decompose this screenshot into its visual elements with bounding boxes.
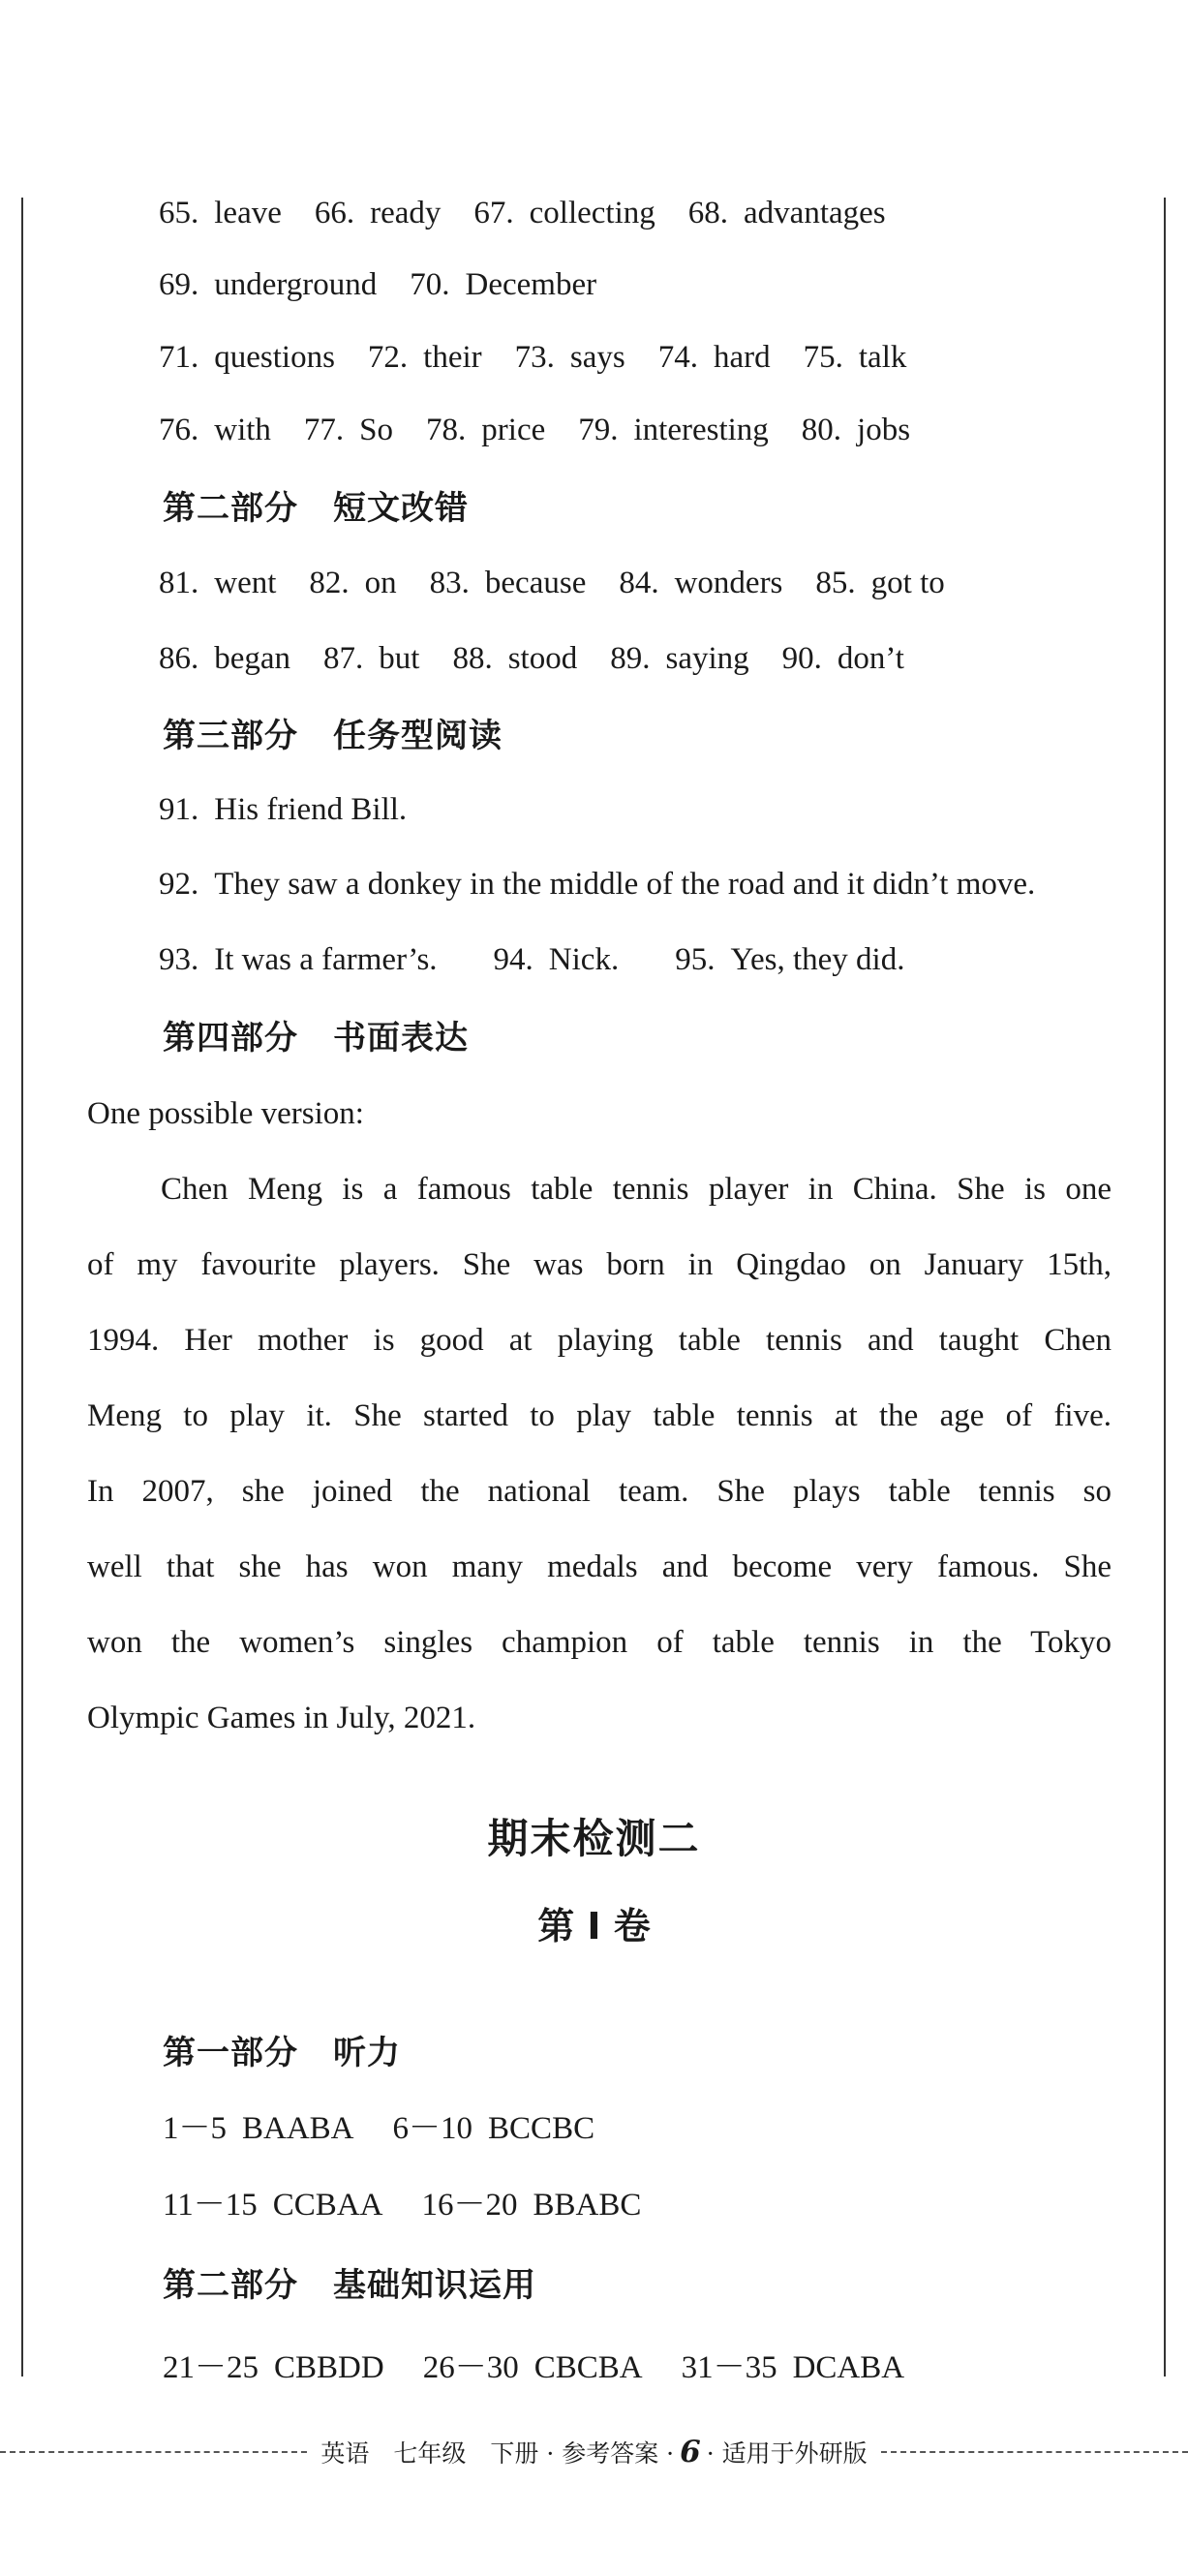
answer-item — [368, 338, 482, 377]
answer-line — [163, 2186, 680, 2224]
essay-line: of my favourite players. She was born in Qingdao on January 15th, — [87, 1247, 1112, 1282]
answer-text: price — [481, 413, 546, 447]
answer-item — [688, 194, 886, 232]
question-number: 31－35 — [681, 2350, 777, 2385]
question-number: 70. — [410, 267, 450, 302]
answer-item — [658, 338, 771, 377]
answer-text: collecting — [529, 196, 655, 230]
answer-item — [619, 564, 782, 602]
answer-text: underground — [214, 267, 378, 302]
question-number: 16－20 — [421, 2188, 518, 2223]
essay-line: Olympic Games in July, 2021. — [87, 1701, 476, 1735]
answer-item — [410, 265, 596, 304]
answer-text: His friend Bill. — [214, 792, 408, 827]
answer-item — [159, 564, 276, 602]
answer-line — [159, 865, 1068, 904]
answer-line — [159, 411, 943, 449]
answer-item — [578, 411, 769, 449]
question-number: 68. — [687, 196, 729, 230]
question-number: 65. — [159, 196, 199, 230]
question-number: 67. — [473, 196, 514, 230]
answer-item — [473, 194, 655, 232]
answer-text: hard — [714, 340, 771, 375]
answer-item — [163, 2186, 382, 2224]
footer-text — [307, 2435, 880, 2469]
question-number: 21－25 — [163, 2350, 259, 2385]
answer-item — [304, 411, 393, 449]
answer-text: went — [214, 566, 277, 600]
answer-text: BCCBC — [488, 2111, 595, 2146]
answer-line — [159, 338, 939, 377]
question-number: 73. — [514, 340, 555, 375]
answer-line — [159, 194, 919, 232]
question-number: 71. — [159, 340, 199, 375]
answer-text: questions — [214, 340, 335, 375]
answer-line — [159, 940, 960, 979]
page-number: 6 — [680, 2435, 701, 2469]
question-number: 82. — [309, 566, 350, 600]
answer-item — [675, 940, 904, 979]
answer-item — [421, 2186, 641, 2224]
answer-item — [163, 2109, 354, 2148]
answer-text: CBCBA — [533, 2350, 643, 2385]
question-number: 79. — [578, 413, 619, 447]
section-part: 第二部分 — [163, 2266, 298, 2305]
section-label: 书面表达 — [333, 1019, 469, 1058]
answer-item — [163, 2348, 384, 2387]
question-number: 11－15 — [163, 2188, 258, 2223]
answer-text: says — [569, 340, 625, 375]
answer-text: began — [214, 641, 291, 676]
question-number: 77. — [303, 413, 345, 447]
essay-line: In 2007, she joined the national team. She plays table tennis so — [87, 1474, 1112, 1509]
essay-line: Meng to play it. She started to play table tennis at the age of five. — [87, 1398, 1112, 1433]
answer-item — [430, 564, 587, 602]
answer-text: got to — [870, 566, 945, 600]
question-number: 1－5 — [163, 2111, 227, 2146]
essay-intro: One possible version: — [87, 1096, 364, 1131]
answer-text: It was a farmer’s. — [214, 942, 438, 977]
section-part: 第一部分 — [163, 2034, 298, 2072]
question-number: 26－30 — [422, 2350, 519, 2385]
question-number: 88. — [452, 641, 493, 676]
question-number: 95. — [675, 942, 716, 977]
answer-item — [159, 940, 438, 979]
right-margin-rule — [1164, 198, 1166, 2377]
question-number: 78. — [426, 413, 467, 447]
section-heading-part3 — [163, 717, 503, 755]
question-number: 76. — [159, 413, 199, 447]
footer-dashed-line-left — [0, 2451, 307, 2453]
question-number: 6－10 — [392, 2111, 473, 2146]
answer-text: interesting — [633, 413, 769, 447]
answer-text: So — [359, 413, 394, 447]
answer-item — [159, 338, 335, 377]
footer-left: 英语 七年级 下册 · 参考答案 · — [320, 2439, 675, 2468]
answer-line — [163, 2109, 633, 2148]
answer-text: saying — [665, 641, 749, 676]
footer-right: · 适用于外研版 — [706, 2439, 868, 2468]
essay-line: 1994. Her mother is good at playing table tennis and taught Chen — [87, 1323, 1112, 1358]
answer-text: Nick. — [548, 942, 620, 977]
answer-item — [159, 865, 1035, 904]
answer-item — [804, 338, 907, 377]
section-label: 听力 — [333, 2034, 401, 2072]
essay-line: Chen Meng is a famous table tennis player in China. She is one — [161, 1172, 1112, 1207]
question-number: 94. — [493, 942, 533, 977]
answer-text: CBBDD — [274, 2350, 384, 2385]
answer-item — [494, 940, 620, 979]
answer-line — [159, 564, 978, 602]
answer-item — [815, 564, 944, 602]
answer-line — [163, 2348, 943, 2387]
answer-text: on — [364, 566, 397, 600]
question-number: 89. — [610, 641, 651, 676]
question-number: 81. — [159, 566, 199, 600]
page-footer — [0, 2433, 1188, 2471]
question-number: 72. — [367, 340, 409, 375]
answer-item — [782, 639, 904, 678]
answer-text: They saw a donkey in the middle of the road and it didn’t move. — [214, 867, 1036, 902]
section-part: 第三部分 — [163, 717, 298, 755]
question-number: 75. — [803, 340, 843, 375]
answer-item — [323, 639, 419, 678]
question-number: 92. — [159, 867, 199, 902]
answer-text: wonders — [674, 566, 783, 600]
question-number: 83. — [429, 566, 470, 600]
question-number: 66. — [314, 196, 355, 230]
section-label: 短文改错 — [333, 489, 469, 528]
answer-item — [423, 2348, 643, 2387]
answer-text: DCABA — [792, 2350, 905, 2385]
answer-item — [315, 194, 442, 232]
question-number: 90. — [781, 641, 822, 676]
question-number: 91. — [159, 792, 199, 827]
question-number: 93. — [159, 942, 199, 977]
section-part: 第四部分 — [163, 1019, 298, 1058]
answer-text: don’t — [837, 641, 904, 676]
question-number: 84. — [619, 566, 659, 600]
answer-item — [159, 411, 271, 449]
answer-text: with — [214, 413, 271, 447]
answer-item — [426, 411, 545, 449]
answer-text: jobs — [857, 413, 911, 447]
answer-item — [159, 265, 377, 304]
question-number: 80. — [801, 413, 842, 447]
section-part: 第二部分 — [163, 489, 298, 528]
question-number: 74. — [657, 340, 698, 375]
answer-text: Yes, they did. — [730, 942, 905, 977]
question-number: 86. — [159, 641, 199, 676]
answer-item — [802, 411, 910, 449]
footer-dashed-line-right — [881, 2451, 1188, 2453]
answer-text: ready — [370, 196, 442, 230]
section-heading-listening — [163, 2034, 401, 2072]
answer-text: their — [423, 340, 482, 375]
volume-title: 第 I 卷 — [537, 1905, 651, 1947]
answer-text: BAABA — [242, 2111, 354, 2146]
answer-text: advantages — [744, 196, 886, 230]
section-heading-part4 — [163, 1019, 469, 1058]
answer-item — [393, 2109, 595, 2148]
answer-line — [159, 639, 937, 678]
answer-text: BBABC — [533, 2188, 642, 2223]
section-heading-part2 — [163, 489, 469, 528]
essay-line: won the women’s singles champion of table tennis in the Tokyo — [87, 1625, 1112, 1660]
answer-text: December — [465, 267, 597, 302]
question-number: 87. — [323, 641, 364, 676]
answer-item — [309, 564, 396, 602]
answer-item — [159, 194, 282, 232]
answer-item — [610, 639, 748, 678]
question-number: 85. — [815, 566, 856, 600]
answer-text: talk — [858, 340, 907, 375]
answer-text: because — [484, 566, 587, 600]
section-heading-basics — [163, 2266, 536, 2305]
answer-text: leave — [214, 196, 282, 230]
question-number: 69. — [159, 267, 199, 302]
section-label: 基础知识运用 — [333, 2266, 536, 2305]
answer-item — [452, 639, 577, 678]
answer-line — [159, 790, 440, 829]
answer-item — [159, 639, 290, 678]
exam-title: 期末检测二 — [487, 1815, 701, 1862]
answer-item — [515, 338, 625, 377]
essay-line: well that she has won many medals and become very famous. She — [87, 1549, 1112, 1584]
section-label: 任务型阅读 — [333, 717, 503, 755]
left-margin-rule — [21, 198, 23, 2377]
answer-item — [159, 790, 407, 829]
answer-item — [682, 2348, 905, 2387]
answer-text: but — [379, 641, 420, 676]
answer-line — [159, 265, 629, 304]
answer-text: stood — [507, 641, 578, 676]
answer-text: CCBAA — [272, 2188, 383, 2223]
